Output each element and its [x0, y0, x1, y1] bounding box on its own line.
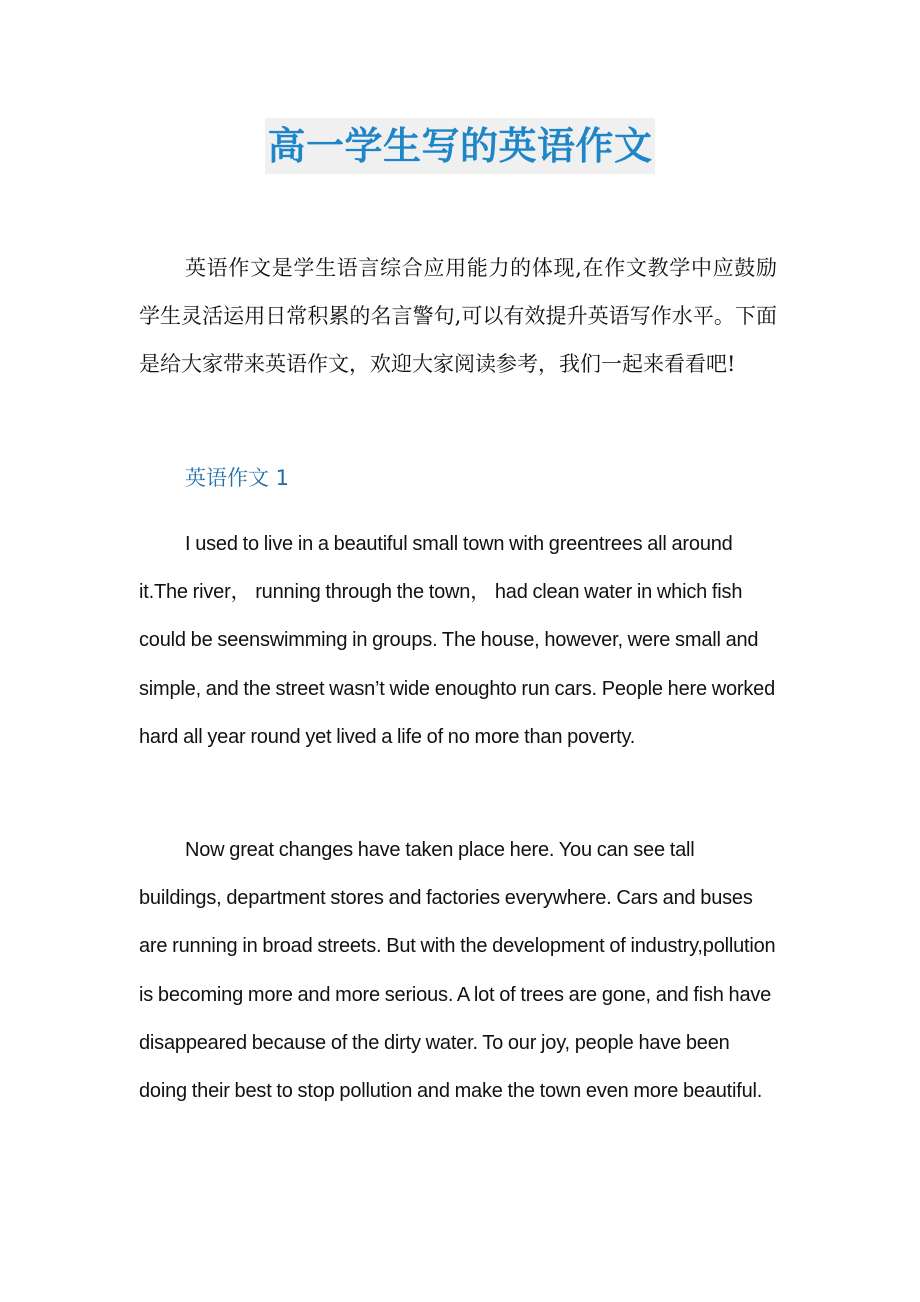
intro-paragraph: 英语作文是学生语言综合应用能力的体现,在作文教学中应鼓励学生灵活运用日常积累的名言警句,可以有效提升英语写作水平。下面是给大家带来英语作文，欢迎大家阅读参考，我们一起来看看吧!: [139, 256, 777, 376]
title-block: [0, 118, 920, 174]
essay-paragraph-2: Now great changes have taken place here. You can see tall buildings, department stores and factories everywhere. Cars and buses are running in broad streets. But with the development of industry,pollution is becoming more and more serious. A lot of trees are gone, and fish have disappeared because of the dirty water. To our joy, people have been doing their best to stop pollution and make the town even more beautiful.: [139, 839, 776, 1103]
section-heading: 英语作文 1: [185, 466, 290, 490]
essay-paragraph-1: I used to live in a beautiful small town with greentrees all around it.The river， running through the town， had clean water in which fish could be seenswimming in groups. The house, however, were small and simple, and the street wasn’t wide enoughto run cars. People here worked hard all year round yet lived a life of no more than poverty.: [139, 533, 776, 748]
document-title: 高一学生写的英语作文: [265, 118, 654, 174]
